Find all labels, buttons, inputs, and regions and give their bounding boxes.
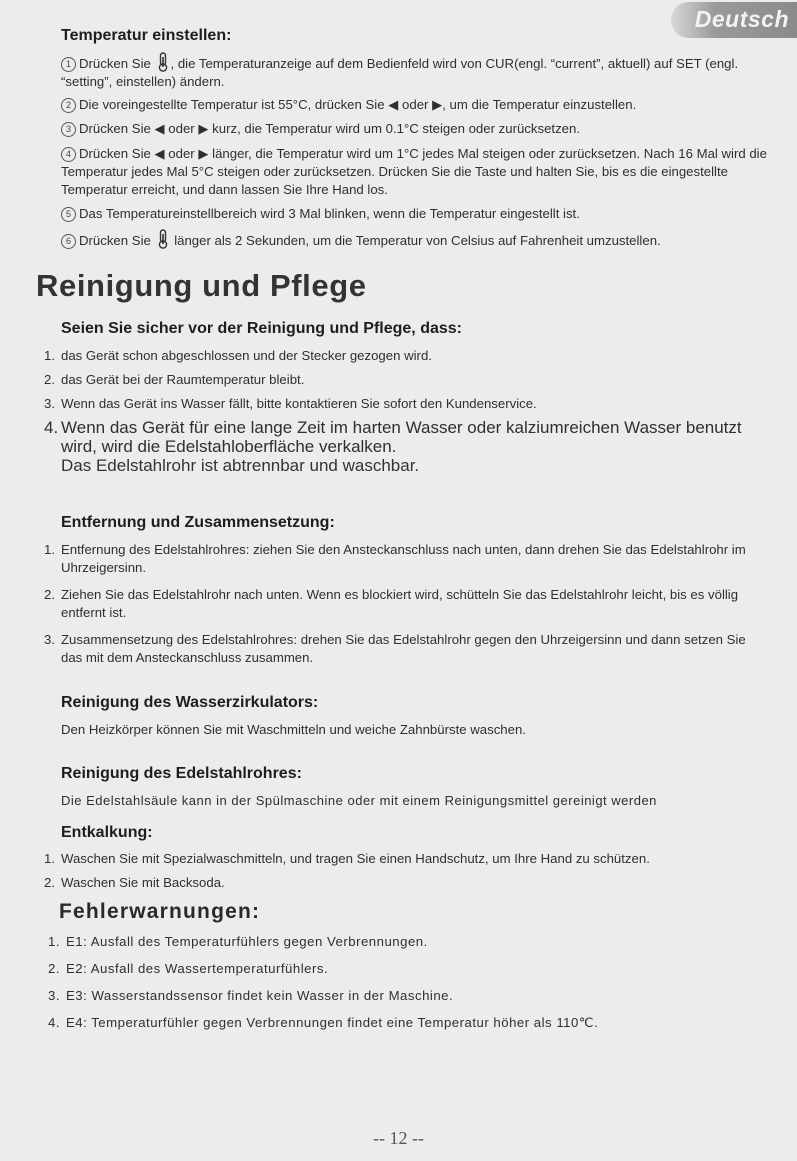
step-number: 2	[61, 98, 76, 113]
thermometer-icon	[157, 229, 169, 249]
list-item: 4. E4: Temperaturfühler gegen Verbrennungen findet eine Temperatur höher als 110℃.	[48, 1015, 599, 1030]
rohr-text: Die Edelstahlsäule kann in der Spülmaschine oder mit einem Reinigungsmittel gereinigt werden	[61, 793, 657, 808]
list-item: 1. E1: Ausfall des Temperaturfühlers gegen Verbrennungen.	[48, 934, 428, 949]
temp-step-6: 6 Drücken Sie länger als 2 Sekunden, um die Temperatur von Celsius auf Fahrenheit umzustellen.	[61, 229, 773, 250]
list-item: 3. Zusammensetzung des Edelstahlrohres: drehen Sie das Edelstahlrohr gegen den Uhrzeigersinn und dann setzen Sie das mit dem Ansteckanschluss zusammen.	[44, 632, 746, 665]
errors-heading: Fehlerwarnungen:	[59, 900, 261, 923]
list-item: 4. Wenn das Gerät für eine lange Zeit im harten Wasser oder kalziumreichen Wasser benutzt wird, wird die Edelstahloberfläche verkalken.	[44, 418, 742, 456]
decalcify-list	[44, 850, 768, 892]
circulator-text: Den Heizkörper können Sie mit Waschmitteln und weiche Zahnbürste waschen.	[61, 722, 526, 737]
language-tab-label: Deutsch	[694, 6, 789, 32]
list-item: 2. Waschen Sie mit Backsoda.	[44, 875, 225, 890]
temp-step-1: 1 Drücken Sie , die Temperaturanzeige auf dem Bedienfeld wird von CUR(engl. “current”, aktuell) auf SET (engl. “setting”, einstellen) ändern.	[61, 52, 773, 91]
thermometer-icon	[157, 52, 169, 72]
step-number: 1	[61, 57, 76, 72]
assembly-heading: Entfernung und Zusammensetzung:	[61, 514, 335, 531]
language-tab	[671, 2, 797, 38]
list-item: 2. Ziehen Sie das Edelstahlrohr nach unten. Wenn es blockiert wird, schütteln Sie das Edelstahlrohr leicht, bis es völlig entfernt ist.	[44, 587, 739, 620]
step-number: 6	[61, 234, 76, 249]
step-number: 3	[61, 122, 76, 137]
temp-heading: Temperatur einstellen:	[61, 27, 232, 44]
temp-step-3: 3 Drücken Sie ◀ oder ▶ kurz, die Temperatur wird um 0.1°C steigen oder zurücksetzen.	[61, 120, 773, 138]
step-number: 5	[61, 207, 76, 222]
decalcify-heading: Entkalkung:	[61, 824, 153, 841]
step-number: 4	[61, 147, 76, 162]
errors-list	[48, 933, 772, 1032]
sure-heading: Seien Sie sicher vor der Reinigung und Pflege, dass:	[61, 320, 462, 337]
list-item: 3. E3: Wasserstandssensor findet kein Wasser in der Maschine.	[48, 988, 454, 1003]
list-item: 2. das Gerät bei der Raumtemperatur bleibt.	[44, 372, 305, 387]
temp-step-2: 2 Die voreingestellte Temperatur ist 55°C, drücken Sie ◀ oder ▶, um die Temperatur einzustellen.	[61, 96, 773, 114]
page-number: -- 12 --	[373, 1128, 424, 1148]
list-item: 1. Entfernung des Edelstahlrohres: ziehen Sie den Ansteckanschluss nach unten, dann drehen Sie das Edelstahlrohr im Uhrzeigersinn.	[44, 542, 746, 575]
section-title-cleaning: Reinigung und Pflege	[36, 268, 367, 303]
sure-list	[44, 347, 768, 456]
temp-step-4: 4 Drücken Sie ◀ oder ▶ länger, die Temperatur wird um 1°C jedes Mal steigen oder zurücksetzen. Nach 16 Mal wird die Temperatur jedes Mal 5°C steigen oder zurücksetzen. Drücken Sie die Taste und halten Sie, bis es die eingestellte Temperatur erreicht, und dann lassen Sie Ihre Hand los.	[61, 146, 767, 197]
sure-note: Das Edelstahlrohr ist abtrennbar und waschbar.	[61, 456, 420, 475]
rohr-heading: Reinigung des Edelstahlrohres:	[61, 765, 302, 782]
temp-step-5: 5 Das Temperatureinstellbereich wird 3 Mal blinken, wenn die Temperatur eingestellt ist.	[61, 205, 773, 223]
list-item: 3. Wenn das Gerät ins Wasser fällt, bitte kontaktieren Sie sofort den Kundenservice.	[44, 396, 537, 411]
list-item: 2. E2: Ausfall des Wassertemperaturfühlers.	[48, 961, 329, 976]
list-item: 1. das Gerät schon abgeschlossen und der Stecker gezogen wird.	[44, 348, 432, 363]
circulator-heading: Reinigung des Wasserzirkulators:	[61, 694, 319, 711]
list-item: 1. Waschen Sie mit Spezialwaschmitteln, und tragen Sie einen Handschutz, um Ihre Hand zu schützen.	[44, 851, 650, 866]
assembly-list	[44, 541, 768, 667]
